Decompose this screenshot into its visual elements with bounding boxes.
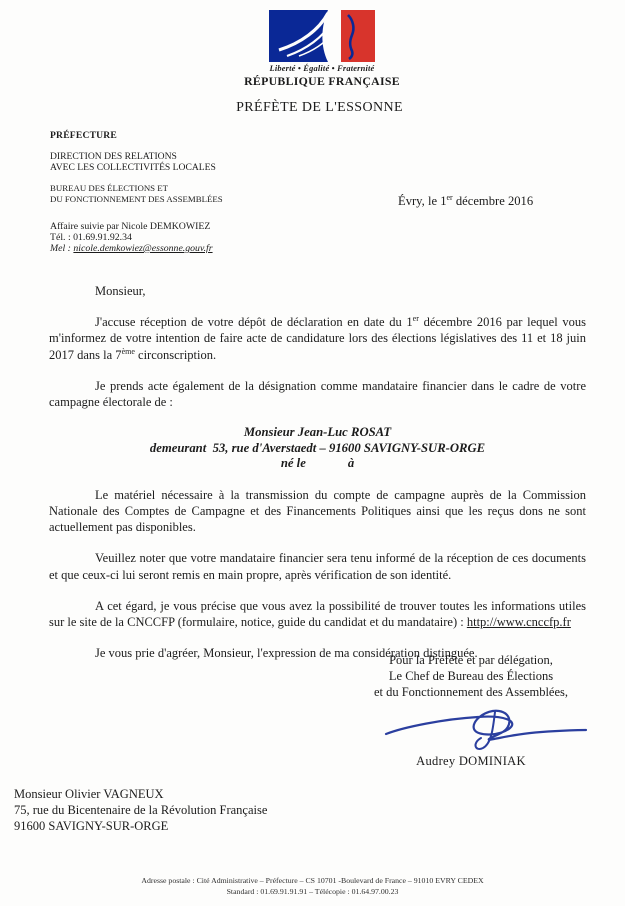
sender-direction-line2: AVEC LES COLLECTIVITÉS LOCALES: [50, 162, 216, 173]
sender-bureau-line2: DU FONCTIONNEMENT DES ASSEMBLÉES: [50, 194, 223, 204]
born-at-label: à: [347, 456, 355, 471]
paragraph-6: Je vous prie d'agréer, Monsieur, l'expression de ma considération distinguée.: [95, 646, 478, 661]
p1-segment-c: circonscription.: [134, 347, 217, 362]
paragraph-1: [49, 314, 586, 363]
born-label: né le: [280, 456, 306, 471]
signature-line-3: et du Fonctionnement des Assemblées,: [373, 685, 569, 699]
date-sup: er: [446, 192, 453, 202]
recipient-block: [14, 786, 267, 834]
logo-red-block: [341, 10, 375, 62]
sender-email-line: [50, 243, 223, 254]
sender-phone: Tél. : 01.69.91.92.34: [50, 232, 132, 243]
marianne-logo-icon: [269, 10, 375, 62]
date-line: [398, 194, 533, 209]
page-title: PRÉFÈTE DE L'ESSONNE: [236, 100, 403, 115]
signature-block: [340, 652, 602, 769]
signature-line-1: Pour la Préfète et par délégation,: [389, 653, 553, 667]
signatory-name: Audrey DOMINIAK: [416, 754, 526, 768]
handwritten-signature-icon: [382, 701, 590, 751]
paragraph-5: [49, 598, 586, 630]
republic-text: RÉPUBLIQUE FRANÇAISE: [244, 74, 400, 88]
paragraph-2: Je prends acte également de la désignation comme mandataire financier dans le cadre de votre campagne électorale de :: [49, 378, 586, 410]
footer: [0, 876, 625, 897]
paragraph-3: Le matériel nécessaire à la transmission du compte de campagne auprès de la Commission Nationale des Comptes de Campagne et des Financements Politiques ainsi que les reçus dons ne sont actuellement pas disponibles.: [49, 487, 586, 535]
paragraph-4: Veuillez noter que votre mandataire financier sera tenu informé de la réception de ces documents et que ceux-ci lui seront remis en main propre, après vérification de son identité.: [49, 551, 586, 582]
p1-segment-b: décembre 2016 par lequel vous m'informez de votre intention de faire acte de candidature lors des élections législatives des 11 et 18 juin 2017 dans la 7: [49, 315, 586, 362]
letterhead: [237, 10, 407, 89]
mandatary-birth-line: [49, 456, 586, 472]
p1-sup-1: er: [412, 314, 419, 324]
sender-prefecture: PRÉFECTURE: [50, 130, 118, 141]
recipient-name: Monsieur Olivier VAGNEUX: [14, 787, 164, 801]
footer-address: Adresse postale : Cité Administrative – Préfecture – CS 10701 -Boulevard de France – 91010 EVRY CEDEX: [141, 876, 484, 885]
sender-block: [50, 130, 223, 254]
mandatary-name: Monsieur Jean-Luc ROSAT: [243, 425, 392, 440]
mandatary-address: demeurant 53, rue d'Averstaedt – 91600 SAVIGNY-SUR-ORGE: [149, 440, 486, 455]
p5-segment-a: A cet égard, je vous précise que vous avez la possibilité de trouver toutes les informations utiles sur le site de la CNCCFP (formulaire, notice, guide du candidat et du mandataire) :: [49, 598, 586, 629]
p1-sup-2: ème: [121, 346, 135, 356]
motto-text: Liberté • Égalité • Fraternité: [269, 64, 375, 73]
date-part-a: Évry, le 1: [398, 194, 447, 208]
email-link[interactable]: nicole.demkowiez@essonne.gouv.fr: [73, 243, 213, 254]
date-part-b: décembre 2016: [452, 194, 534, 208]
salutation: Monsieur,: [95, 284, 146, 298]
letter-body: [49, 283, 586, 676]
recipient-city: 91600 SAVIGNY-SUR-ORGE: [14, 819, 169, 833]
sender-direction-line1: DIRECTION DES RELATIONS: [50, 151, 177, 162]
footer-phone: Standard : 01.69.91.91.91 – Télécopie : 01.64.97.00.23: [226, 886, 399, 896]
recipient-street: 75, rue du Bicentenaire de la Révolution Française: [14, 803, 268, 817]
email-label: Mel :: [50, 243, 74, 254]
sender-contact-person: Affaire suivie par Nicole DEMKOWIEZ: [50, 221, 211, 232]
sender-bureau-line1: BUREAU DES ÉLECTIONS ET: [50, 183, 169, 193]
signature-stroke-main: [386, 711, 586, 740]
signature-line-2: Le Chef de Bureau des Élections: [388, 669, 554, 683]
p1-segment-a: J'accuse réception de votre dépôt de déclaration en date du 1: [95, 315, 413, 330]
cnccfp-link[interactable]: http://www.cnccfp.fr: [466, 614, 571, 629]
mandatary-block: [49, 425, 586, 472]
